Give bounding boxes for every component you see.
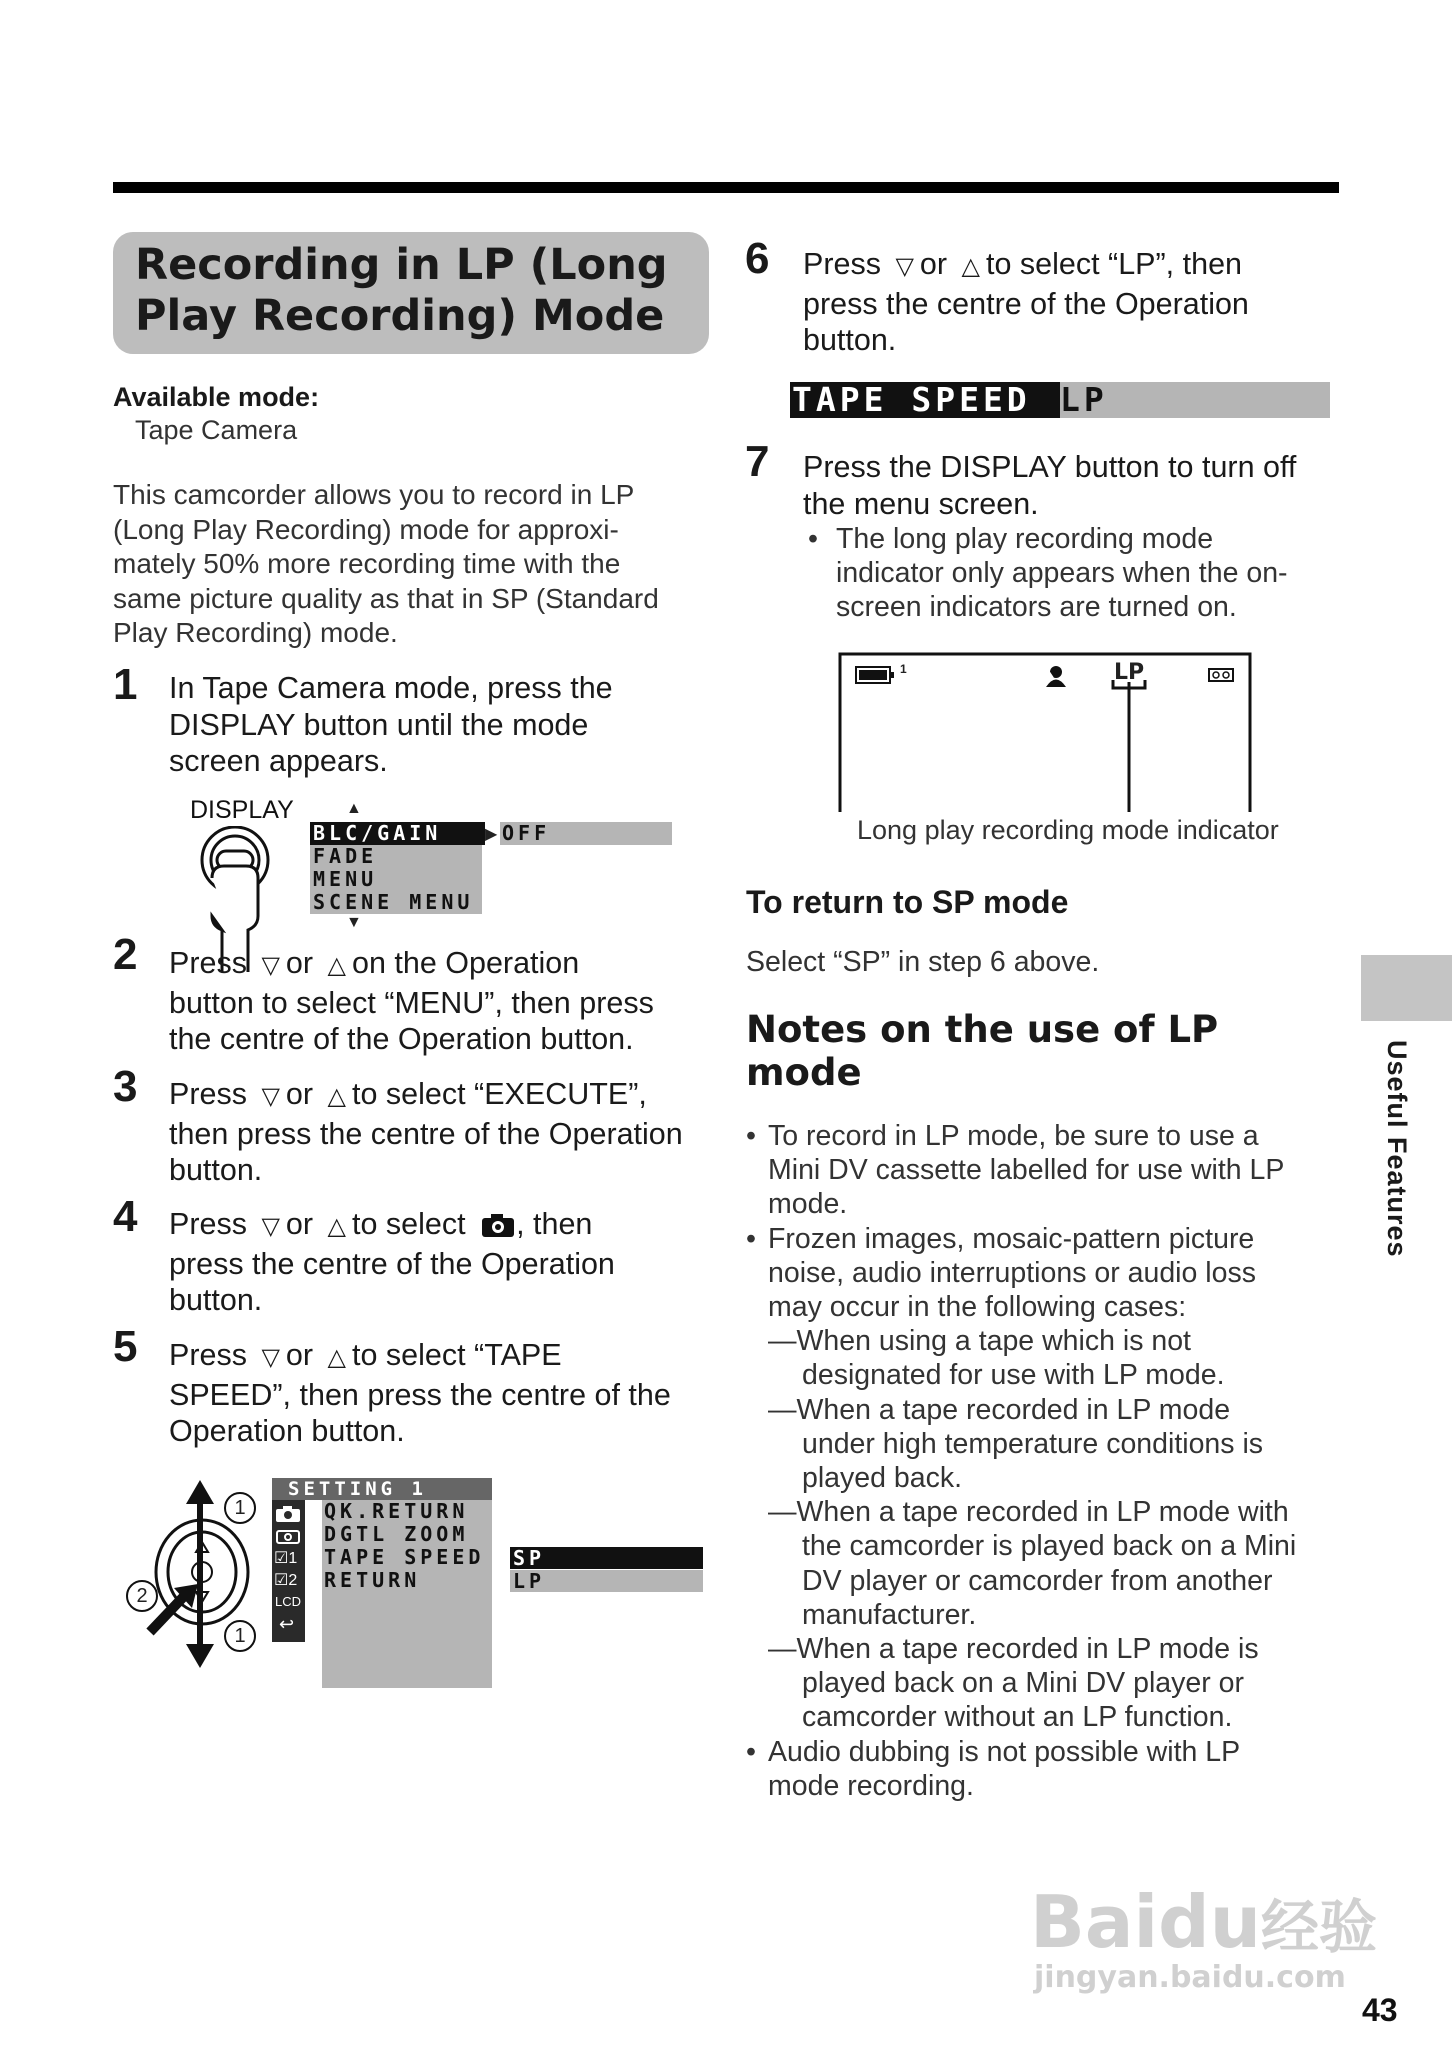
callout-1-top: 1 <box>224 1492 256 1524</box>
bullet-icon: • <box>746 1222 756 1255</box>
menu-item-menu: MENU <box>313 867 378 891</box>
notes-line: manufacturer. <box>802 1598 977 1631</box>
notes-title: Notes on the use of LP mode <box>746 1008 1219 1094</box>
callout-2: 2 <box>126 1580 158 1612</box>
notes-line: may occur in the following cases: <box>768 1291 1187 1324</box>
return-sp-text: Select “SP” in step 6 above. <box>746 946 1100 978</box>
step-6-text: Press ▽ or △ to select “LP”, then press the centre of the Operation button. <box>803 247 1249 357</box>
down-arrow-icon: ▼ <box>346 914 362 931</box>
menu-item-blc-gain: BLC/GAIN <box>310 822 485 845</box>
camera-outline-icon <box>275 1527 301 1545</box>
step-number: 6 <box>745 234 770 283</box>
camera-icon <box>480 1212 516 1238</box>
lp-screen-caption: Long play recording mode indicator <box>857 815 1279 845</box>
up-arrow-icon: ▲ <box>346 800 362 817</box>
notes-line: • To record in LP mode, be sure to use a <box>746 1120 1259 1152</box>
up-triangle-icon: △ <box>327 1344 346 1371</box>
setting-list <box>324 1500 484 1592</box>
camera-icon <box>275 1505 301 1523</box>
lcd-icon: LCD <box>275 1594 302 1609</box>
notes-line: the camcorder is played back on a Mini <box>802 1530 1297 1563</box>
up-triangle-icon: △ <box>327 1083 346 1110</box>
notes-line: Mini DV cassette labelled for use with LP <box>768 1154 1285 1187</box>
right-arrow-icon: ▶ <box>485 826 498 843</box>
battery-superscript: 1 <box>900 662 907 676</box>
step-1-text: In Tape Camera mode, press the DISPLAY button until the mode screen appears. <box>169 671 613 778</box>
setting-item-qk-return: QK.RETURN <box>324 1499 469 1523</box>
display-button-label: DISPLAY <box>190 796 294 824</box>
callout-1-bottom: 1 <box>224 1620 256 1652</box>
setting-item-dgtl-zoom: DGTL ZOOM <box>324 1522 469 1546</box>
check-2-icon: ☑2 <box>274 1572 298 1589</box>
down-triangle-icon: ▽ <box>261 952 280 979</box>
step-5-text: Press ▽ or △ to select “TAPE SPEED”, then press the centre of the Operation button. <box>169 1338 671 1448</box>
page-title: Recording in LP (Long Play Recording) Mode <box>135 240 668 341</box>
tape-icon <box>1208 668 1234 682</box>
intro-paragraph: This camcorder allows you to record in LP (Long Play Recording) mode for approxi- mately 50% more recording time with the same picture quality as that in SP (Standard Play Recording) mode. <box>113 479 659 648</box>
down-triangle-icon: ▽ <box>261 1213 280 1240</box>
check-1-icon: ☑1 <box>274 1550 298 1567</box>
notes-line: designated for use with LP mode. <box>802 1359 1225 1392</box>
side-tab-label: Useful Features <box>1382 1040 1412 1258</box>
notes-line: DV player or camcorder from another <box>802 1564 1273 1597</box>
top-rule <box>113 182 1339 193</box>
down-triangle-icon: ▽ <box>895 253 914 280</box>
step-3-text: Press ▽ or △ to select “EXECUTE”, then press the centre of the Operation button. <box>169 1077 683 1187</box>
setting-item-tape-speed: TAPE SPEED <box>324 1545 485 1569</box>
tape-speed-option-sp: SP <box>510 1547 703 1569</box>
step-7-text: Press the DISPLAY button to turn off the menu screen. <box>803 450 1297 521</box>
step-number: 7 <box>745 437 770 486</box>
battery-icon <box>855 664 899 686</box>
return-sp-heading: To return to SP mode <box>746 884 1069 920</box>
blc-gain-value: OFF <box>500 822 672 845</box>
notes-line: played back. <box>802 1462 963 1495</box>
step-number: 2 <box>113 930 138 979</box>
lp-indicator: LP <box>1114 660 1145 685</box>
step-number: 5 <box>113 1322 138 1371</box>
bullet-icon: • <box>746 1120 756 1152</box>
notes-list <box>746 1119 1346 1803</box>
menu-item-fade: FADE <box>313 844 378 868</box>
step-2-text: Press ▽ or △ on the Operation button to select “MENU”, then press the centre of the Operation button. <box>169 946 654 1056</box>
section-tab <box>1361 955 1452 1021</box>
down-triangle-icon: ▽ <box>261 1344 280 1371</box>
setting-item-return: RETURN <box>324 1568 421 1592</box>
menu-list <box>313 845 473 914</box>
watermark-url: jingyan.baidu.com <box>1034 1960 1346 1995</box>
step-number: 1 <box>113 660 138 709</box>
down-triangle-icon: ▽ <box>261 1083 280 1110</box>
notes-line: —When a tape recorded in LP mode is <box>768 1633 1259 1666</box>
notes-line: • Frozen images, mosaic-pattern picture <box>746 1222 1255 1255</box>
notes-line: mode. <box>768 1188 848 1221</box>
up-triangle-icon: △ <box>327 1213 346 1240</box>
tape-speed-bar-value: LP <box>1060 382 1330 418</box>
backlight-icon <box>1043 664 1067 688</box>
step-7-bullet: • The long play recording mode indicator only appears when the on- screen indicators are turned on. <box>808 523 1288 624</box>
up-triangle-icon: △ <box>327 952 346 979</box>
notes-line: under high temperature conditions is <box>802 1427 1264 1460</box>
notes-line: —When a tape recorded in LP mode <box>768 1393 1231 1426</box>
page-number: 43 <box>1362 1992 1398 2028</box>
available-mode-value: Tape Camera <box>135 415 298 445</box>
notes-line: mode recording. <box>768 1769 974 1802</box>
up-triangle-icon: △ <box>961 253 980 280</box>
tape-speed-bar-label: TAPE SPEED <box>790 382 1060 418</box>
watermark-logo: Baidu经验 <box>1030 1880 1377 1964</box>
menu-item-scene-menu: SCENE MENU <box>313 890 474 914</box>
step-number: 3 <box>113 1062 138 1111</box>
notes-line: camcorder without an LP function. <box>802 1701 1233 1734</box>
notes-line: played back on a Mini DV player or <box>802 1667 1244 1700</box>
available-mode-label: Available mode: <box>113 382 320 412</box>
notes-line: —When a tape recorded in LP mode with <box>768 1496 1289 1529</box>
bullet-icon: • <box>746 1735 756 1768</box>
step-number: 4 <box>113 1192 138 1241</box>
notes-line: noise, audio interruptions or audio loss <box>768 1256 1256 1289</box>
step-4-text: Press ▽ or △ to select , then press the centre of the Operation button. <box>169 1207 615 1317</box>
tape-speed-option-lp: LP <box>510 1570 703 1592</box>
notes-line: • Audio dubbing is not possible with LP <box>746 1735 1241 1768</box>
notes-line: —When using a tape which is not <box>768 1325 1191 1358</box>
return-icon: ↩ <box>279 1614 295 1634</box>
setting-header: SETTING 1 <box>272 1478 492 1500</box>
